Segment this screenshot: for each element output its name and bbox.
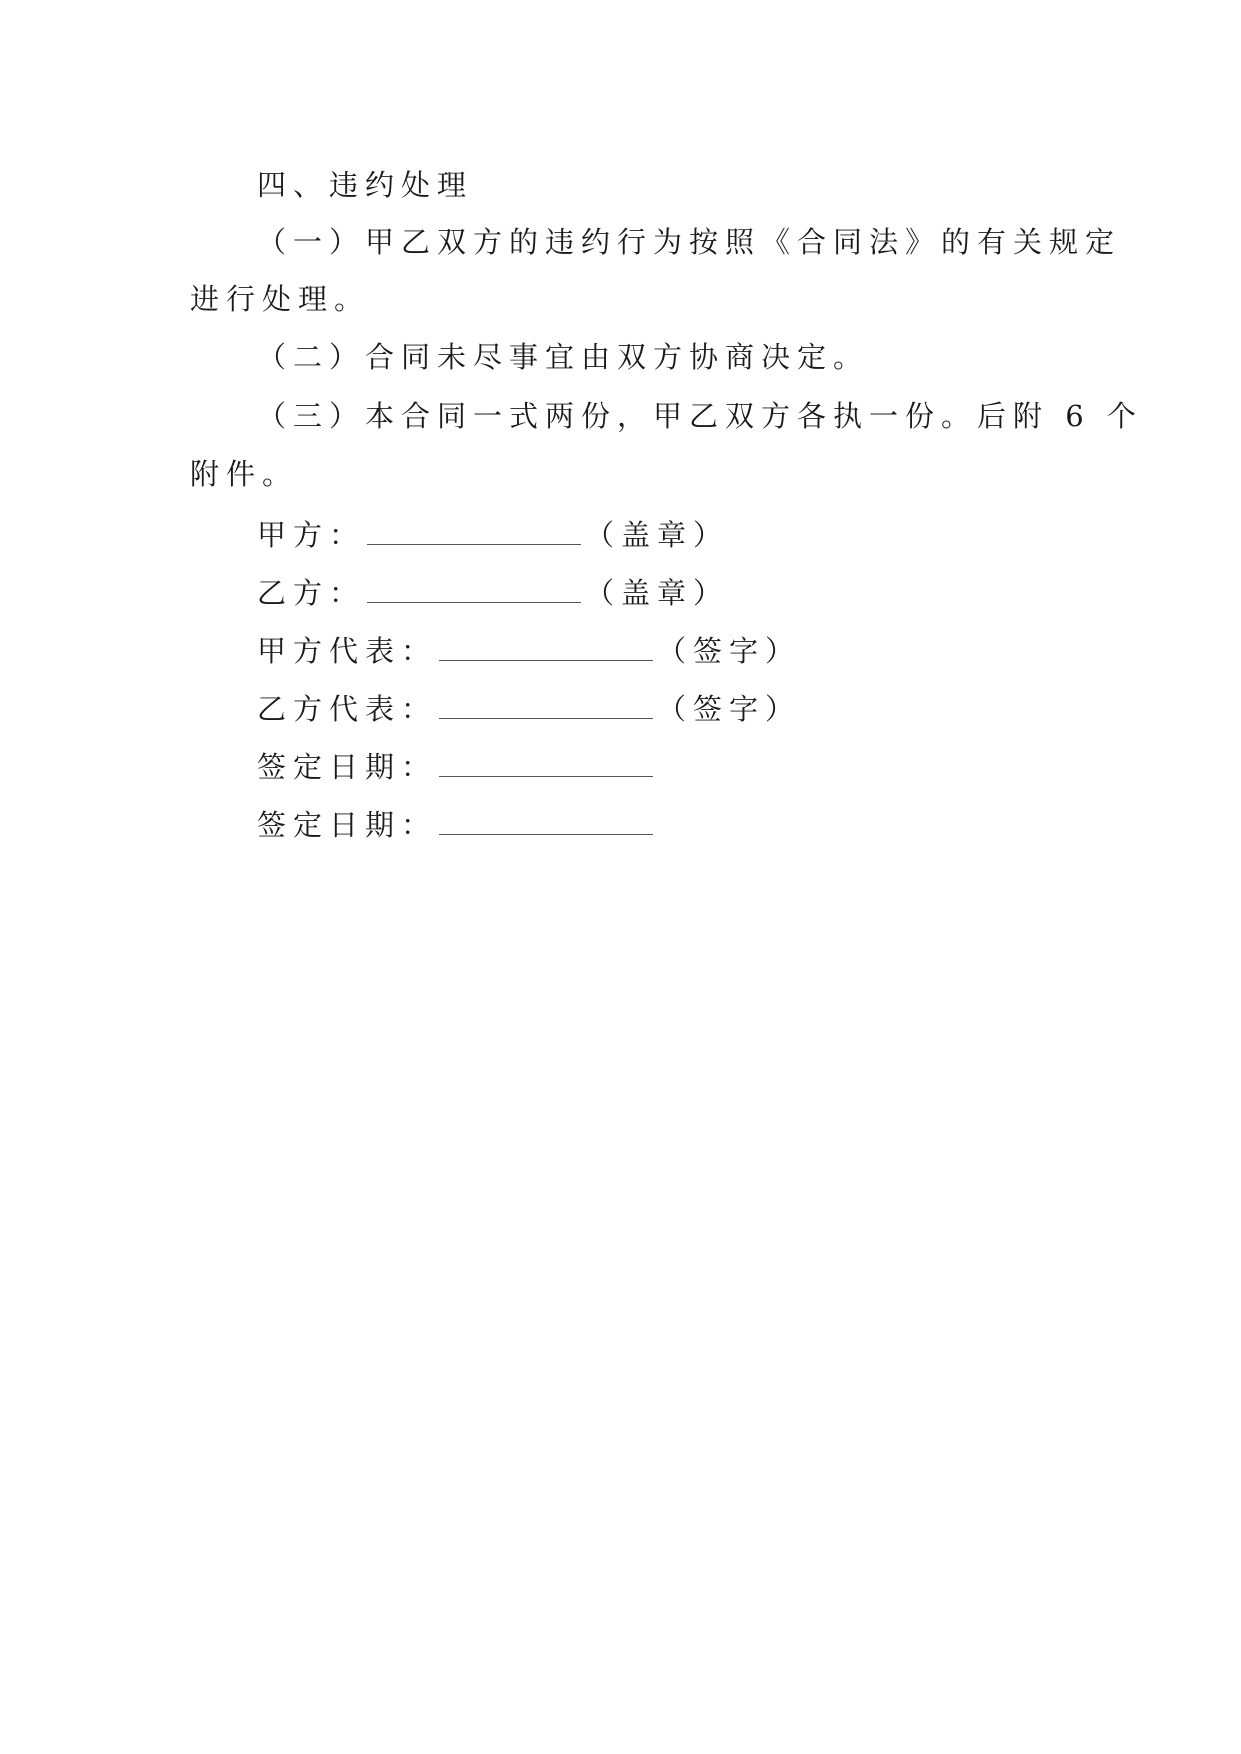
party-a-row bbox=[257, 518, 729, 550]
clause-1-line-1: （一）甲乙双方的违约行为按照《合同法》的有关规定 bbox=[257, 225, 1122, 259]
party-a-seal-note: （盖章） bbox=[585, 518, 730, 552]
clause-3-line-2: 附件。 bbox=[190, 457, 299, 491]
clause-3-line-1: （三）本合同一式两份，甲乙双方各执一份。后附 6 个 bbox=[257, 399, 1143, 433]
section-title: 四、违约处理 bbox=[257, 168, 474, 202]
party-b-rep-sign-note: （签字） bbox=[657, 692, 802, 726]
party-b-blank bbox=[367, 576, 581, 603]
party-a-blank bbox=[367, 518, 581, 545]
party-a-rep-blank bbox=[439, 634, 653, 661]
date-blank-2 bbox=[439, 808, 653, 835]
party-a-rep-sign-note: （签字） bbox=[657, 634, 802, 668]
party-b-label: 乙方： bbox=[257, 576, 366, 610]
party-a-rep-row bbox=[257, 634, 801, 666]
date-row-2 bbox=[257, 808, 657, 840]
party-b-rep-blank bbox=[439, 692, 653, 719]
party-b-seal-note: （盖章） bbox=[585, 576, 730, 610]
party-b-rep-row bbox=[257, 692, 801, 724]
clause-2: （二）合同未尽事宜由双方协商决定。 bbox=[257, 340, 870, 374]
date-label-2: 签定日期： bbox=[257, 808, 438, 842]
party-b-rep-label: 乙方代表： bbox=[257, 692, 438, 726]
clause-1-line-2: 进行处理。 bbox=[190, 282, 371, 316]
date-label-1: 签定日期： bbox=[257, 750, 438, 784]
party-b-row bbox=[257, 576, 729, 608]
party-a-label: 甲方： bbox=[257, 518, 366, 552]
date-row-1 bbox=[257, 750, 657, 782]
party-a-rep-label: 甲方代表： bbox=[257, 634, 438, 668]
date-blank-1 bbox=[439, 750, 653, 777]
